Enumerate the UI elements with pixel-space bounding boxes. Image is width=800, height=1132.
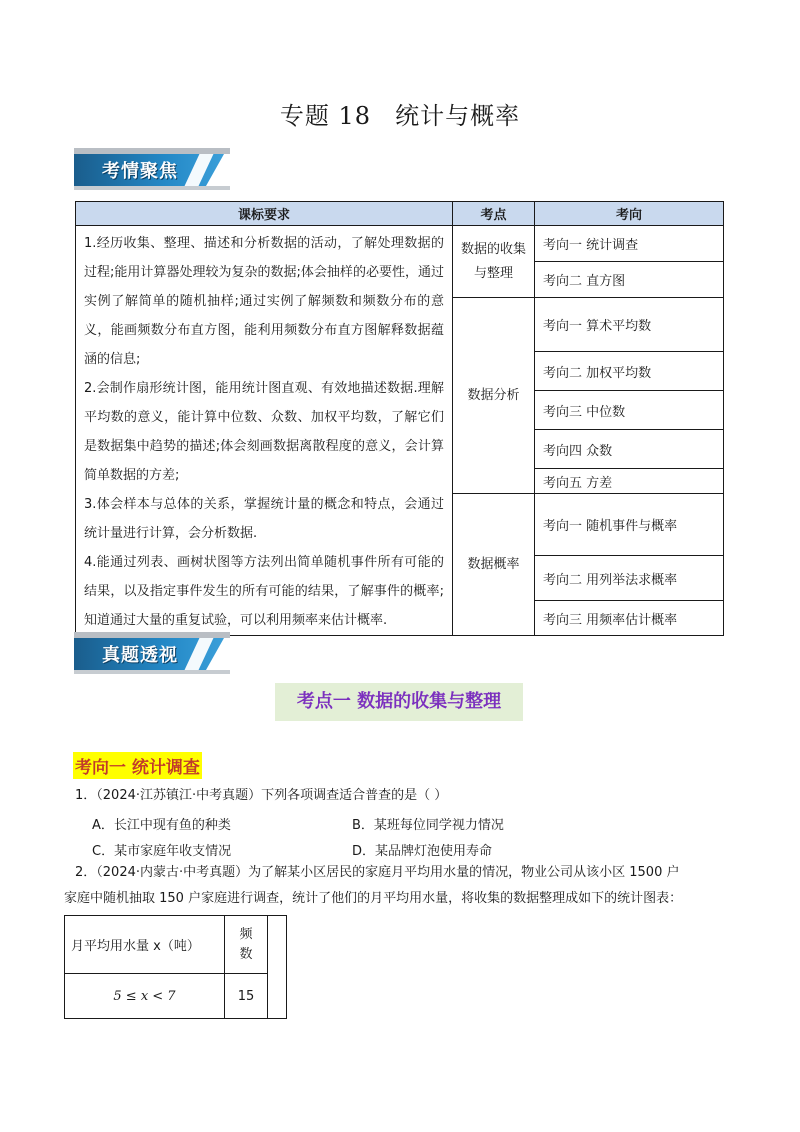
question-1-option-b: B．某班每位同学视力情况 xyxy=(352,818,504,833)
direction-cell: 考向一 算术平均数 xyxy=(535,298,724,352)
requirements-cell xyxy=(76,226,453,636)
curriculum-table xyxy=(75,201,724,636)
direction-cell: 考向二 直方图 xyxy=(535,262,724,298)
kaodian-probability: 数据概率 xyxy=(453,494,535,636)
direction-cell: 考向二 加权平均数 xyxy=(535,352,724,391)
title-topic-name: 统计与概率 xyxy=(395,102,521,130)
freq-row-value: 15 xyxy=(225,974,268,1019)
freq-row-range: 5 ≤ x < 7 xyxy=(65,974,225,1019)
requirement-1: 1.经历收集、整理、描述和分析数据的活动，了解处理数据的过程;能用计算器处理较为复杂的数据;体会抽样的必要性，通过实例了解简单的随机抽样;通过实例了解频数和频数分布的意义，能画频数分布直方图，能利用频数分布直方图解释数据蕴涵的信息; xyxy=(84,236,444,367)
question-1-stem: 1．（2024·江苏镇江·中考真题）下列各项调查适合普查的是（ ） xyxy=(75,788,448,803)
frequency-table xyxy=(64,915,287,1019)
banner-text: 真题透视 xyxy=(102,645,178,666)
header-kaodian: 考点 xyxy=(453,202,535,226)
freq-header-label: 月平均用水量 x（吨） xyxy=(65,916,225,974)
section-banner-real-questions xyxy=(74,632,230,674)
requirement-4: 4.能通过列表、画树状图等方法列出简单随机事件所有可能的结果，以及指定事件发生的所有可能的结果，了解事件的概率;知道通过大量的重复试验，可以利用频率来估计概率. xyxy=(84,555,444,628)
direction-cell: 考向一 统计调查 xyxy=(535,226,724,262)
header-requirements: 课标要求 xyxy=(76,202,453,226)
header-direction: 考向 xyxy=(535,202,724,226)
section-banner-exam-focus xyxy=(74,148,230,190)
question-2-line-2: 家庭中随机抽取 150 户家庭进行调查，统计了他们的月平均用水量，将收集的数据整理成如下的统计图表： xyxy=(64,891,683,906)
banner-text: 考情聚焦 xyxy=(102,161,178,182)
requirement-3: 3.体会样本与总体的关系，掌握统计量的概念和特点，会通过统计量进行计算，会分析数据. xyxy=(84,497,444,541)
question-1-option-c: C．某市家庭年收支情况 xyxy=(92,844,232,859)
direction-heading: 考向一 统计调查 xyxy=(73,752,202,779)
requirement-2: 2.会制作扇形统计图，能用统计图直观、有效地描述数据.理解平均数的意义，能计算中位数、众数、加权平均数，了解它们是数据集中趋势的描述;体会刻画数据离散程度的意义，会计算简单数据的方差; xyxy=(84,381,444,483)
question-1-option-a: A．长江中现有鱼的种类 xyxy=(92,818,231,833)
kaodian-heading: 考点一 数据的收集与整理 xyxy=(275,683,523,721)
direction-cell: 考向二 用列举法求概率 xyxy=(535,556,724,601)
direction-cell: 考向三 用频率估计概率 xyxy=(535,601,724,636)
page-title xyxy=(0,96,800,131)
direction-cell: 考向四 众数 xyxy=(535,430,724,469)
direction-cell: 考向一 随机事件与概率 xyxy=(535,494,724,556)
question-2-line-1: 2．（2024·内蒙古·中考真题）为了解某小区居民的家庭月平均用水量的情况，物业公司从该小区 1500 户 xyxy=(75,865,680,880)
kaodian-analysis: 数据分析 xyxy=(453,298,535,494)
question-1-option-d: D．某品牌灯泡使用寿命 xyxy=(352,844,493,859)
title-topic-number: 专题 18 xyxy=(279,102,372,130)
direction-cell: 考向三 中位数 xyxy=(535,391,724,430)
kaodian-collection: 数据的收集与整理 xyxy=(453,226,535,298)
freq-edge-column xyxy=(268,916,287,1019)
direction-cell: 考向五 方差 xyxy=(535,469,724,494)
freq-header-count: 频 数 xyxy=(225,916,268,974)
